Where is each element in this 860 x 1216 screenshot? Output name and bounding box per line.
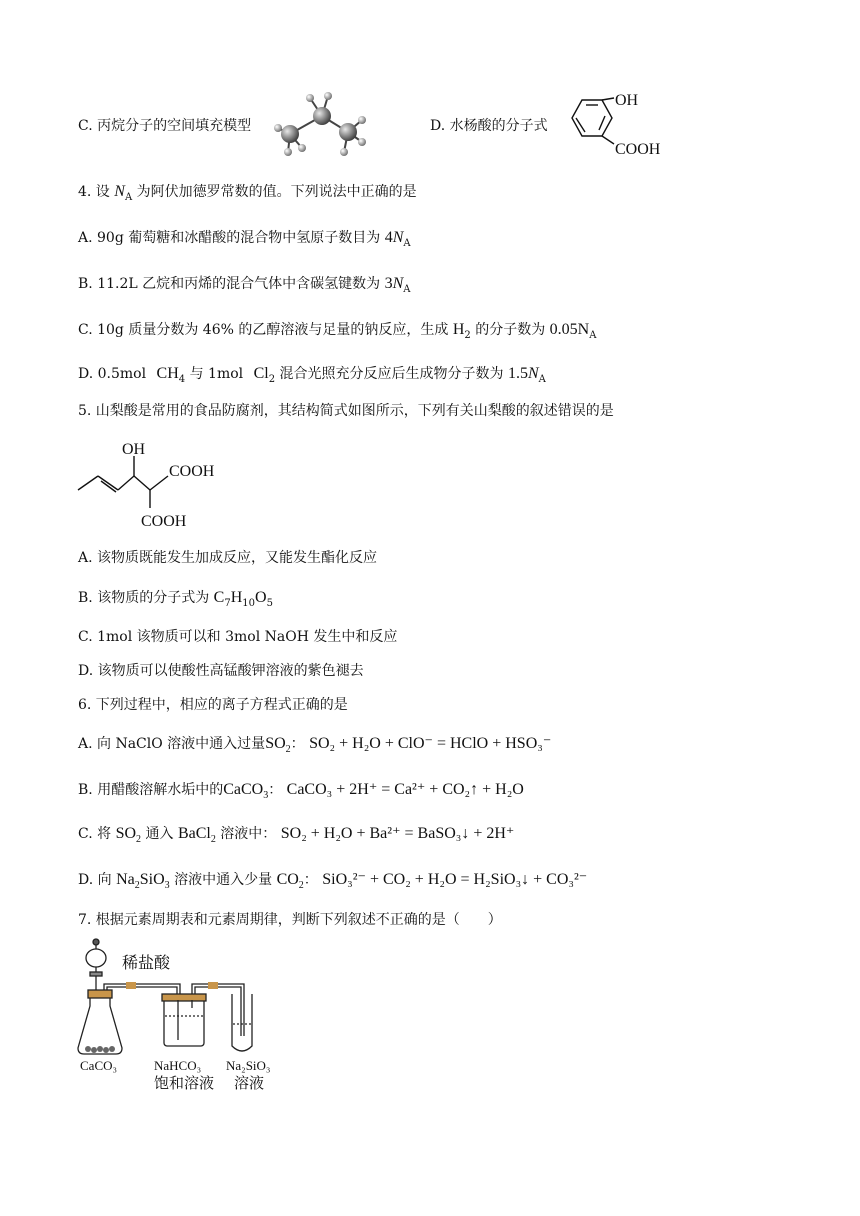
q6-option-d-text-1: D. 向	[78, 872, 112, 888]
q4-option-b-na-sub: A	[403, 283, 411, 295]
co2-silicic-acid-apparatus	[74, 936, 294, 1096]
q5-stem: 5. 山梨酸是常用的食品防腐剂，其结构简式如图所示，下列有关山梨酸的叙述错误的是	[78, 403, 614, 419]
label-caco3: CaCO₃	[80, 1058, 118, 1073]
q4-option-c-h2: H	[452, 321, 465, 338]
sorbic-acid-structure	[76, 436, 236, 532]
q6-stem: 6. 下列过程中，相应的离子方程式正确的是	[78, 697, 348, 713]
label-dilute-hcl: 稀盐酸	[122, 955, 171, 972]
q6-option-c: C. 将 $SO_2$ 通入 BaCl$_2$ 溶液中： SO₂ + H₂O + Ba²⁺ = BaSO₃↓ + 2H⁺	[78, 825, 515, 846]
label-nahco3: NaHCO₃	[154, 1058, 202, 1073]
q6-option-c-equation: SO₂ + H₂O + Ba²⁺ = BaSO₃↓ + 2H⁺	[280, 825, 515, 842]
q4-option-b-na: N	[392, 275, 404, 292]
q7-stem: 7. 根据元素周期表和元素周期律，判断下列叙述不正确的是（ ）	[78, 912, 502, 928]
q4-option-b-value: 3	[384, 275, 393, 292]
q4-option-d-text-2: 与 1mol	[189, 366, 244, 382]
q4-option-b	[78, 274, 410, 294]
propane-space-filling-model	[268, 88, 378, 164]
q6-option-d: D. 向 $Na_2SiO_3$ 溶液中通入少量 $CO_2$： SiO₃²⁻ + CO₂ + H₂O = H₂SiO₃↓ + CO₃²⁻	[78, 871, 588, 892]
salicylic-oh-label: OH	[615, 92, 639, 109]
q4-option-c-na-sub: A	[589, 329, 597, 341]
q3-option-c-text: C. 丙烷分子的空间填充模型	[78, 118, 252, 134]
q4-option-b-text: B. 11.2L 乙烷和丙烯的混合气体中含碳氢键数为	[78, 276, 381, 292]
label-na2sio3: Na₂SiO₃	[226, 1058, 271, 1073]
q4-option-d-cl2: Cl	[253, 365, 269, 382]
q4-option-d-value: 1.5	[508, 365, 528, 382]
q3-option-c	[78, 116, 251, 136]
q4-option-c-text-2: 的分子数为	[475, 322, 546, 338]
q4-option-c-text-1: C. 10g 质量分数为 46% 的乙醇溶液与足量的钠反应，生成	[78, 322, 449, 338]
q4-option-d: D. 0.5mol $CH_4$ 与 1mol $Cl_2$ 混合光照充分反应后生成物分子数为 $1.5N_A$	[78, 365, 546, 385]
q4-option-a-na-sub: A	[403, 237, 411, 249]
q6-option-b: B. 用醋酸溶解水垢中的CaCO$_3$： CaCO₃ + 2H⁺ = Ca²⁺ + CO₂↑ + H₂O	[78, 781, 524, 802]
q6-option-b-equation: CaCO₃ + 2H⁺ = Ca²⁺ + CO₂↑ + H₂O	[286, 781, 524, 798]
q4-option-d-text-3: 混合光照充分反应后生成物分子数为	[279, 366, 504, 382]
q4-na-symbol: N	[114, 183, 125, 200]
q4-na-sub: A	[124, 191, 133, 203]
q4-option-c-value: 0.05N	[549, 321, 590, 338]
salicylic-acid-structure	[560, 86, 680, 162]
q5-formula-c-count: 7	[224, 597, 231, 609]
q5-formula-h-count: 10	[242, 597, 255, 609]
q5-option-b	[78, 588, 273, 608]
q5-formula-o: O	[255, 589, 267, 606]
q6-option-b-text: B. 用醋酸溶解水垢中的	[78, 782, 224, 798]
q5-formula-c: C	[213, 589, 225, 606]
sorbic-cooh-label-1: COOH	[169, 463, 215, 480]
q5-option-d: D. 该物质可以使酸性高锰酸钾溶液的紫色褪去	[78, 663, 364, 679]
q6-option-c-text-2: 通入	[145, 826, 174, 842]
q5-option-a: A. 该物质既能发生加成反应，又能发生酯化反应	[78, 550, 378, 566]
q6-option-a: A. 向 NaClO 溶液中通入过量$SO_2$： SO₂ + H₂O + ClO⁻ = HClO + HSO₃⁻	[78, 735, 552, 756]
q4-stem-suffix: 为阿伏加德罗常数的值。下列说法中正确的是	[136, 184, 417, 200]
q4-option-c: C. 10g 质量分数为 46% 的乙醇溶液与足量的钠反应，生成 $H_2$ 的分子数为 $0.05N_A$	[78, 321, 597, 341]
q3-option-d	[430, 116, 548, 136]
q6-option-c-text-1: C. 将	[78, 826, 112, 842]
q4-option-a-na: N	[392, 229, 404, 246]
q6-option-a-text: A. 向 NaClO 溶液中通入过量	[78, 736, 266, 752]
q6-option-d-equation: SiO₃²⁻ + CO₂ + H₂O = H₂SiO₃↓ + CO₃²⁻	[322, 871, 588, 888]
q4-option-d-ch4: CH	[156, 365, 179, 382]
salicylic-cooh-label: COOH	[615, 141, 661, 158]
sorbic-cooh-label-2: COOH	[141, 513, 187, 530]
q4-option-a-text: A. 90g 葡萄糖和冰醋酸的混合物中氢原子数目为	[78, 230, 381, 246]
q4-option-a	[78, 228, 411, 248]
q5-formula-h: H	[230, 589, 243, 606]
q4-stem	[78, 182, 417, 202]
label-saturated-solution: 饱和溶液	[154, 1076, 215, 1092]
label-solution: 溶液	[234, 1076, 265, 1092]
q6-option-d-text-2: 溶液中通入少量	[174, 872, 273, 888]
sorbic-oh-label: OH	[122, 441, 146, 458]
q6-option-c-text-3: 溶液中：	[220, 826, 277, 842]
q5-option-c: C. 1mol 该物质可以和 3mol NaOH 发生中和反应	[78, 629, 398, 645]
q4-option-a-value: 4	[384, 229, 393, 246]
q3-option-d-text: D. 水杨酸的分子式	[430, 118, 548, 134]
q6-option-a-equation: SO₂ + H₂O + ClO⁻ = HClO + HSO₃⁻	[309, 735, 552, 752]
q5-option-b-text: B. 该物质的分子式为	[78, 590, 210, 606]
q4-option-d-na-sub: A	[538, 373, 546, 385]
q4-option-d-na: N	[528, 365, 539, 382]
q4-stem-prefix: 4. 设	[78, 184, 110, 200]
q5-formula-o-count: 5	[266, 597, 273, 609]
q4-option-d-text-1: D. 0.5mol	[78, 366, 147, 382]
